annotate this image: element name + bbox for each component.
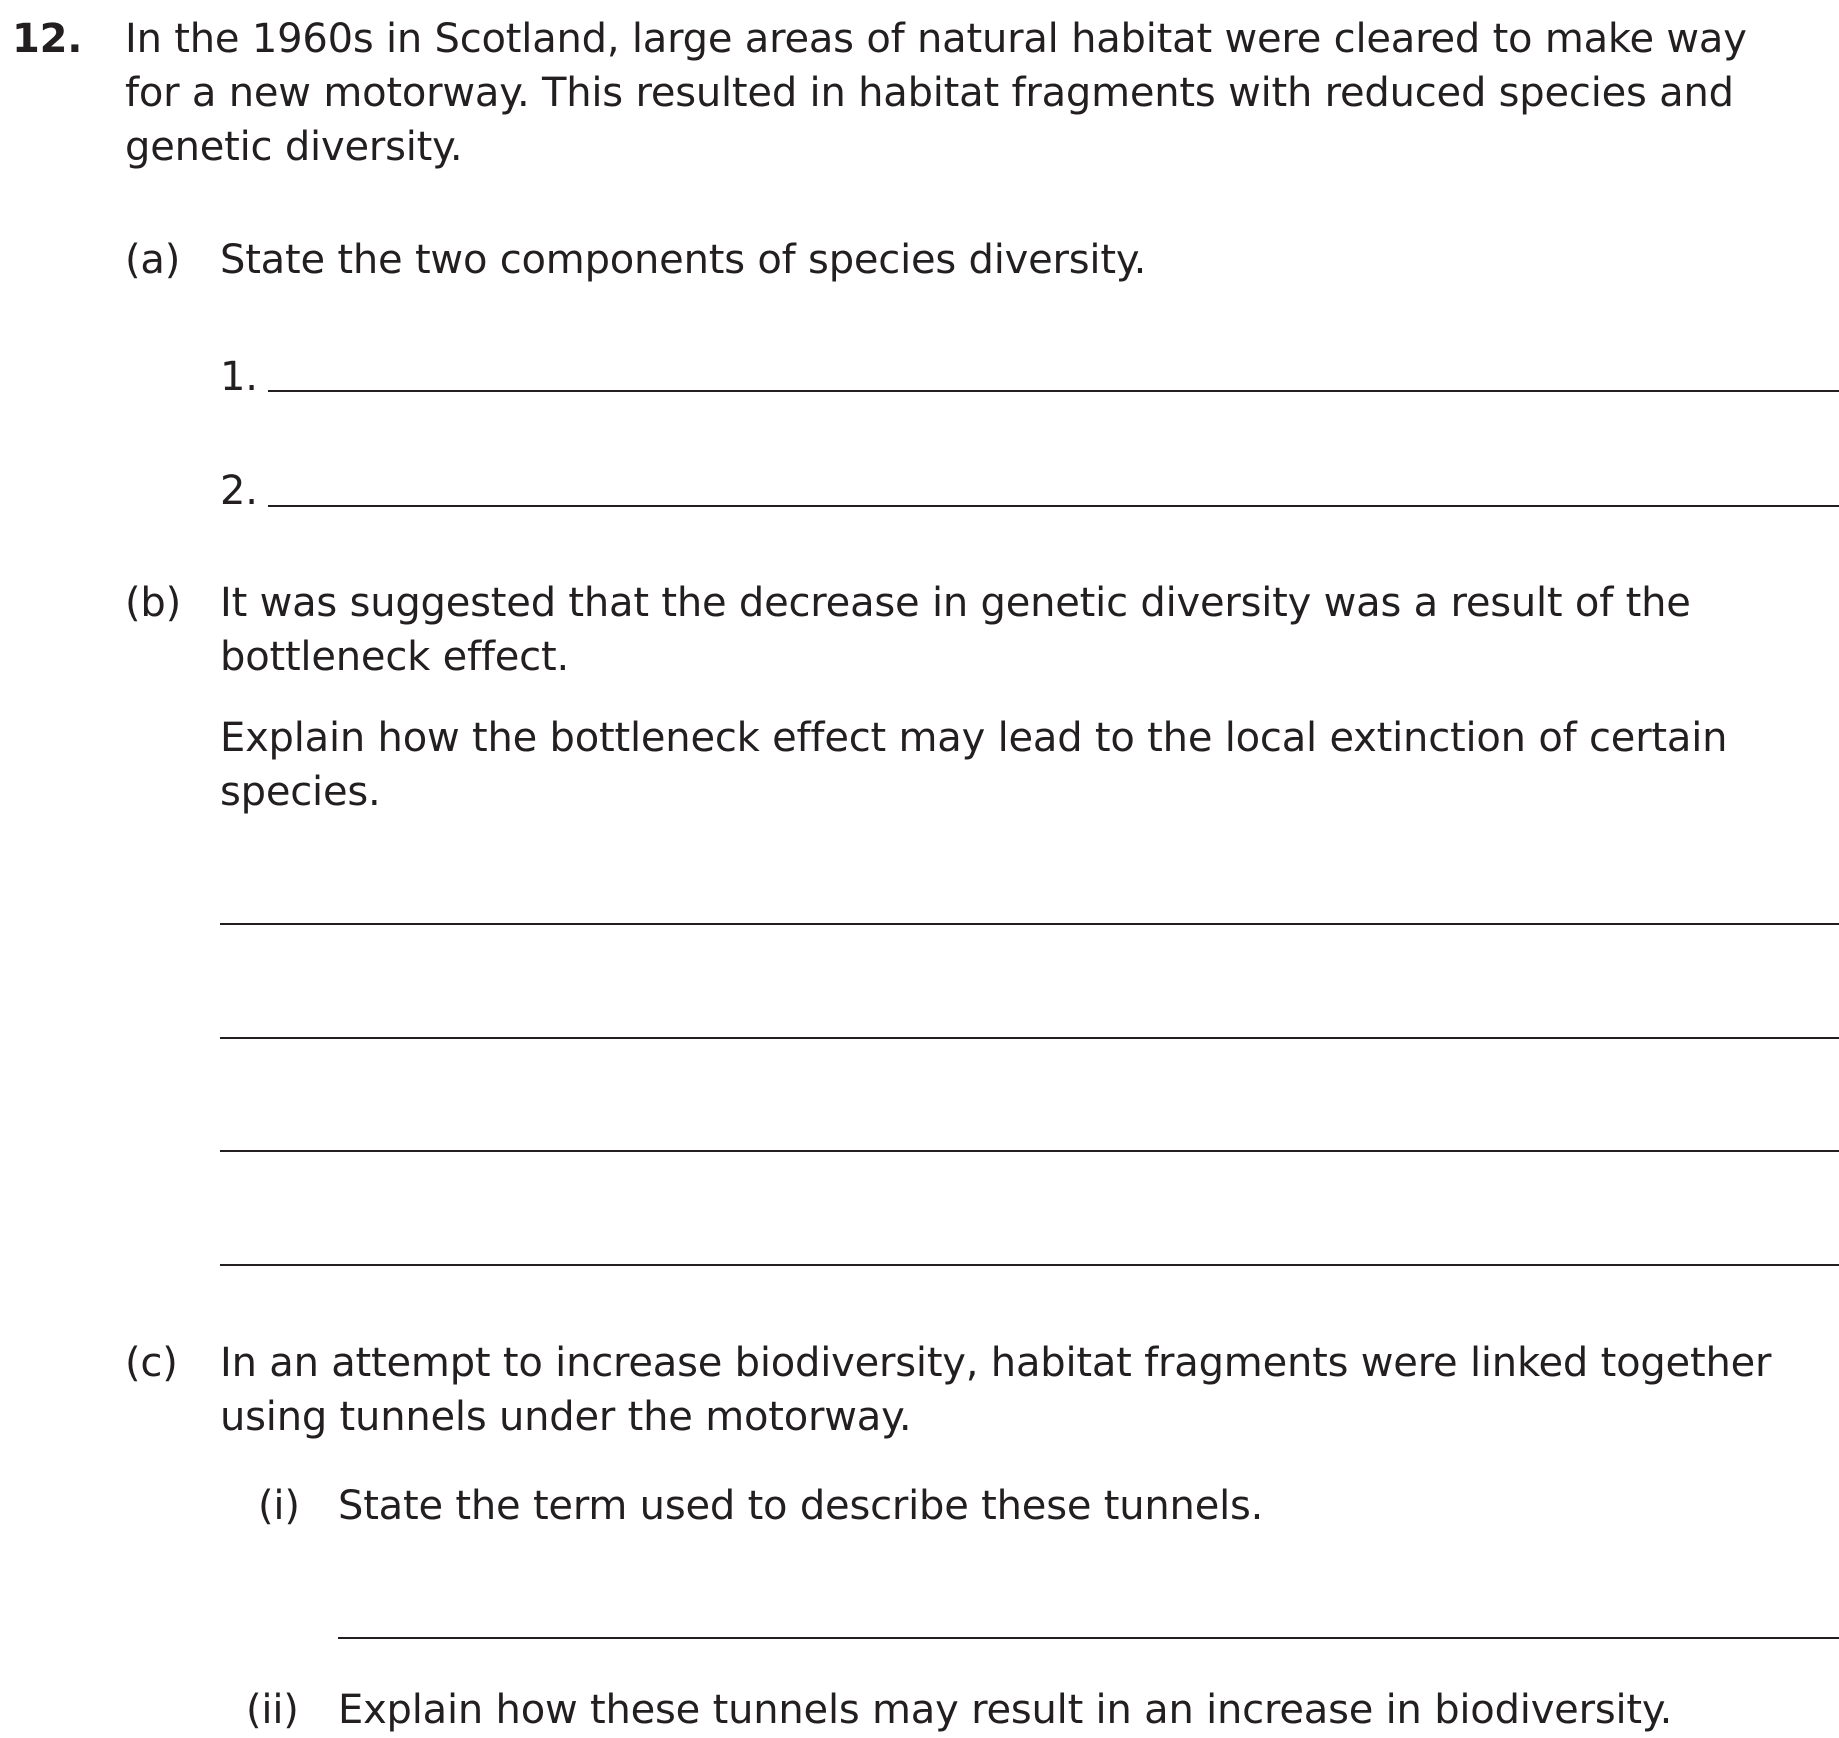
part-c-i-text: State the term used to describe these tunnels.	[338, 1483, 1264, 1529]
part-c-ii-text: Explain how these tunnels may result in an increase in biodiversity.	[338, 1687, 1673, 1733]
part-c-i-label: (i)	[258, 1483, 300, 1529]
part-a-answer-1-label: 1.	[220, 354, 258, 400]
part-c-ii-label: (ii)	[246, 1687, 299, 1733]
part-a-answer-2-label: 2.	[220, 468, 258, 514]
part-b-instruction-line-2: species.	[220, 769, 381, 815]
part-a-answer-1-line[interactable]	[268, 390, 1839, 392]
question-stem-line-1: In the 1960s in Scotland, large areas of natural habitat were cleared to make way	[125, 16, 1747, 62]
part-b-label: (b)	[125, 580, 182, 626]
part-b-answer-line-1[interactable]	[220, 923, 1839, 925]
part-c-label: (c)	[125, 1340, 178, 1386]
part-b-answer-line-2[interactable]	[220, 1037, 1839, 1039]
part-c-intro-line-2: using tunnels under the motorway.	[220, 1394, 912, 1440]
question-stem-line-2: for a new motorway. This resulted in habitat fragments with reduced species and	[125, 70, 1734, 116]
part-b-answer-line-3[interactable]	[220, 1150, 1839, 1152]
question-stem-line-3: genetic diversity.	[125, 124, 463, 170]
part-b-answer-line-4[interactable]	[220, 1264, 1839, 1266]
part-b-intro-line-1: It was suggested that the decrease in genetic diversity was a result of the	[220, 580, 1691, 626]
part-b-instruction-line-1: Explain how the bottleneck effect may lead to the local extinction of certain	[220, 715, 1728, 761]
question-number: 12.	[12, 16, 83, 62]
part-a-label: (a)	[125, 237, 181, 283]
part-b-intro-line-2: bottleneck effect.	[220, 634, 569, 680]
part-a-answer-2-line[interactable]	[268, 505, 1839, 507]
part-c-intro-line-1: In an attempt to increase biodiversity, habitat fragments were linked together	[220, 1340, 1772, 1386]
part-c-i-answer-line[interactable]	[338, 1637, 1839, 1639]
part-a-text: State the two components of species diversity.	[220, 237, 1147, 283]
